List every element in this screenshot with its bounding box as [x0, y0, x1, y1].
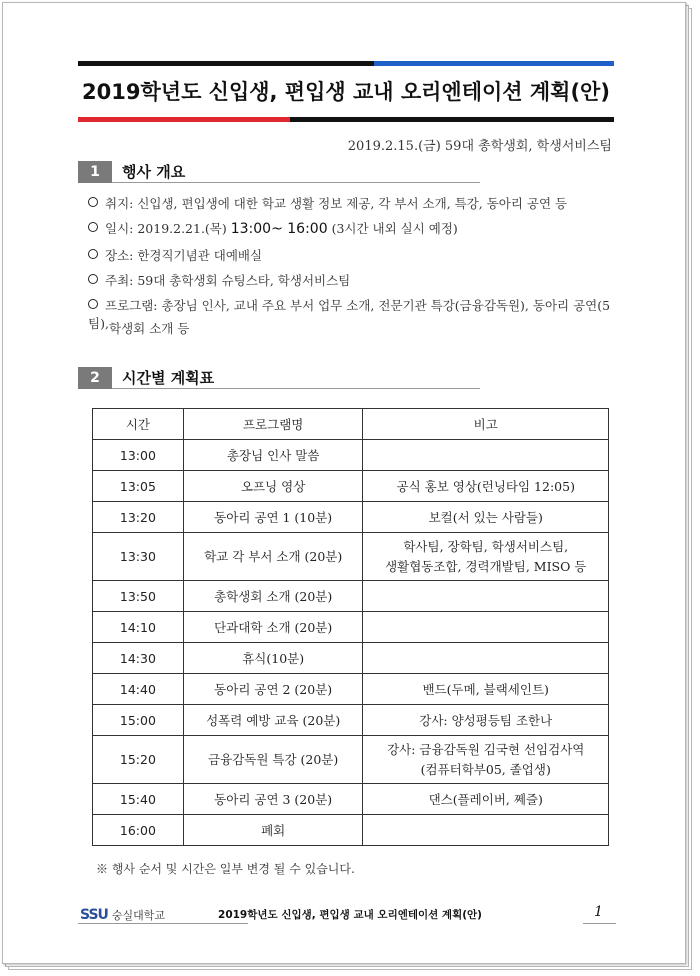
note-line: 생활협동조합, 경력개발팀, MISO 등	[385, 558, 587, 574]
overview-text: (3시간 내외 실시 예정)	[327, 221, 458, 236]
table-row	[93, 502, 609, 533]
note-line: (컴퓨터학부05, 졸업생)	[420, 761, 551, 777]
schedule-footnote: ※ 행사 순서 및 시간은 일부 변경 될 수 있습니다.	[96, 862, 355, 876]
circle-bullet-icon	[88, 299, 98, 309]
time-cell: 15:40	[93, 784, 184, 815]
circle-bullet-icon	[88, 249, 98, 259]
section-title: 시간별 계획표	[122, 369, 215, 387]
title-bottom-red-bar	[78, 117, 290, 122]
table-row	[93, 581, 609, 612]
table-row	[93, 815, 609, 846]
overview-text: 학생회 소개 등	[109, 321, 190, 336]
section-title: 행사 개요	[122, 163, 186, 181]
event-time: 13:00~ 16:00	[230, 221, 328, 237]
time-cell: 13:00	[93, 440, 184, 471]
program-cell: 총학생회 소개 (20분)	[183, 581, 363, 612]
section-rule	[112, 388, 480, 389]
logo-text: 숭실대학교	[111, 909, 166, 922]
title-bottom-black-bar	[290, 117, 614, 122]
table-row	[93, 643, 609, 674]
table-row	[93, 674, 609, 705]
table-row	[93, 612, 609, 643]
note-cell: 밴드(두메, 블랙세인트)	[363, 674, 609, 705]
note-cell	[363, 736, 609, 784]
overview-item-program-continued	[109, 320, 639, 338]
time-cell: 13:20	[93, 502, 184, 533]
program-cell: 휴식(10분)	[183, 643, 363, 674]
program-cell: 단과대학 소개 (20분)	[183, 612, 363, 643]
note-cell: 댄스(플레이버, 쩨즐)	[363, 784, 609, 815]
title-top-black-bar	[78, 61, 374, 66]
note-cell	[363, 440, 609, 471]
overview-item-venue	[88, 247, 618, 265]
circle-bullet-icon	[88, 197, 98, 207]
time-cell: 14:30	[93, 643, 184, 674]
circle-bullet-icon	[88, 274, 98, 284]
section-rule	[112, 182, 480, 183]
note-cell	[363, 612, 609, 643]
table-row	[93, 784, 609, 815]
table-row	[93, 533, 609, 581]
overview-text: 취지: 신입생, 편입생에 대한 학교 생활 정보 제공, 각 부서 소개, 특강, 동아리 공연 등	[105, 196, 568, 211]
note-cell: 보컬(서 있는 사람들)	[363, 502, 609, 533]
column-header-program: 프로그램명	[183, 409, 363, 440]
section-1-header	[78, 161, 480, 183]
note-line: 강사: 금융감독원 김국현 선임검사역	[387, 741, 585, 757]
overview-item-host	[88, 272, 618, 290]
program-cell: 동아리 공연 1 (10분)	[183, 502, 363, 533]
note-cell: 강사: 양성평등팀 조한나	[363, 705, 609, 736]
program-cell: 오프닝 영상	[183, 471, 363, 502]
time-cell: 14:10	[93, 612, 184, 643]
schedule-table	[92, 408, 609, 846]
table-row	[93, 705, 609, 736]
program-cell: 총장님 인사 말씀	[183, 440, 363, 471]
overview-text: 장소: 한경직기념관 대예배실	[105, 248, 263, 263]
note-cell	[363, 581, 609, 612]
section-2-header	[78, 367, 480, 389]
table-row	[93, 736, 609, 784]
program-cell: 동아리 공연 3 (20분)	[183, 784, 363, 815]
time-cell: 15:20	[93, 736, 184, 784]
program-cell: 폐회	[183, 815, 363, 846]
table-row	[93, 440, 609, 471]
logo-mark: SSU	[80, 907, 108, 923]
note-line: 학사팀, 장학팀, 학생서비스팀,	[403, 538, 569, 554]
circle-bullet-icon	[88, 222, 98, 232]
note-cell	[363, 815, 609, 846]
program-cell: 금융감독원 특강 (20분)	[183, 736, 363, 784]
time-cell: 13:50	[93, 581, 184, 612]
date-and-organizer: 2019.2.15.(금) 59대 총학생회, 학생서비스팀	[347, 139, 612, 154]
note-cell	[363, 533, 609, 581]
program-cell: 동아리 공연 2 (20분)	[183, 674, 363, 705]
title-top-blue-bar	[374, 61, 614, 66]
time-cell: 13:05	[93, 471, 184, 502]
table-header-row	[93, 409, 609, 440]
program-cell: 학교 각 부서 소개 (20분)	[183, 533, 363, 581]
overview-text: 일시: 2019.2.21.(목)	[105, 221, 231, 236]
document-title: 2019학년도 신입생, 편입생 교내 오리엔테이션 계획(안)	[82, 80, 610, 104]
column-header-time: 시간	[93, 409, 184, 440]
time-cell: 15:00	[93, 705, 184, 736]
time-cell: 13:30	[93, 533, 184, 581]
time-cell: 14:40	[93, 674, 184, 705]
overview-item-purpose	[88, 195, 618, 213]
note-cell: 공식 홍보 영상(런닝타임 12:05)	[363, 471, 609, 502]
overview-text: 프로그램: 총장님 인사, 교내 주요 부서 업무 소개, 전문기관 특강(금융감독원), 동아리 공연(5팀),	[88, 298, 611, 331]
program-cell: 성폭력 예방 교육 (20분)	[183, 705, 363, 736]
page-number: 1	[594, 904, 603, 920]
table-row	[93, 471, 609, 502]
footer-rule-right	[583, 923, 616, 924]
footer-title: 2019학년도 신입생, 편입생 교내 오리엔테이션 계획(안)	[218, 909, 482, 921]
column-header-note: 비고	[363, 409, 609, 440]
section-number: 1	[78, 161, 112, 183]
section-number: 2	[78, 367, 112, 389]
overview-text: 주최: 59대 총학생회 슈팅스타, 학생서비스팀	[105, 273, 351, 288]
overview-item-datetime	[88, 220, 618, 238]
note-cell	[363, 643, 609, 674]
time-cell: 16:00	[93, 815, 184, 846]
